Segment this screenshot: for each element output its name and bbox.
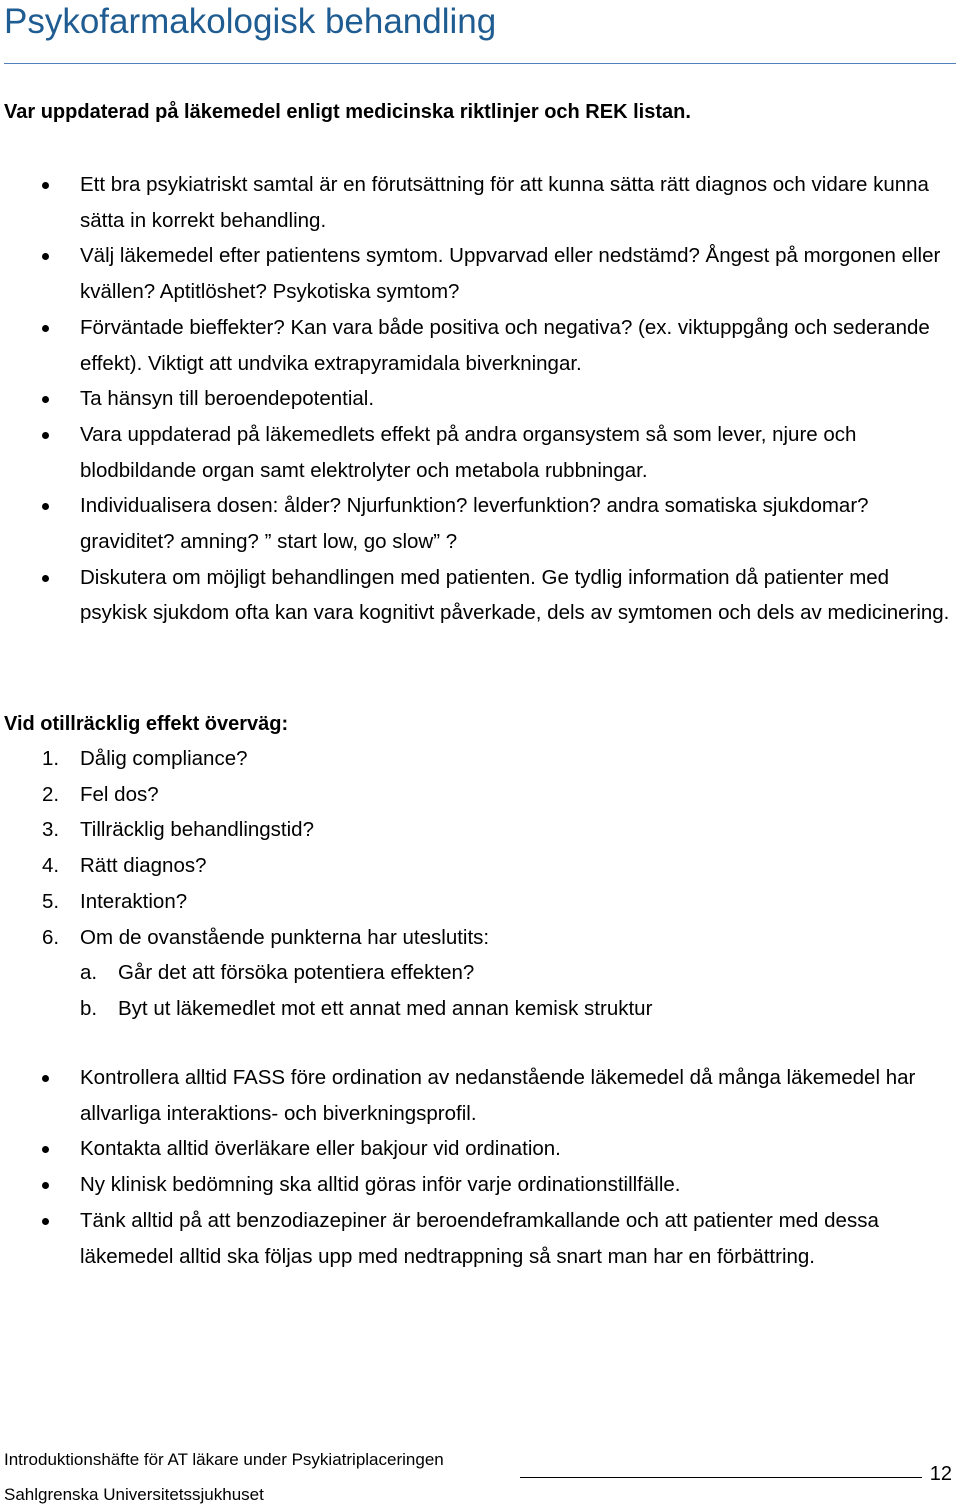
list-item-text: Ta hänsyn till beroendepotential.	[80, 387, 375, 411]
numbered-item	[0, 848, 960, 884]
item-letter: b.	[80, 996, 98, 1020]
intro-statement: Var uppdaterad på läkemedel enligt medicinska riktlinjer och REK listan.	[4, 101, 691, 123]
list-item-text: Ett bra psykiatriskt samtal är en förutsättning för att kunna sätta rätt diagnos och vidare kunna sätta in korrekt behandling.	[80, 173, 929, 232]
list-item-text: Individualisera dosen: ålder? Njurfunktion? leverfunktion? andra somatiska sjukdomar? graviditet? amning? ” start low, go slow” ?	[80, 494, 869, 554]
list-item	[0, 238, 960, 309]
page-number: 12	[929, 1463, 952, 1485]
numbered-item	[0, 920, 960, 956]
sub-numbered-list	[0, 955, 960, 1026]
list-item-text: Tänk alltid på att benzodiazepiner är beroendeframkallande och att patienter med dessa läkemedel alltid ska följas upp med nedtrappning så snart man har en förbättring.	[80, 1208, 879, 1268]
item-letter: a.	[80, 961, 98, 984]
list-item	[0, 1131, 960, 1167]
bullet-icon	[42, 1075, 49, 1082]
list-item	[0, 417, 960, 488]
title-underline	[4, 63, 956, 64]
bullet-icon	[42, 182, 49, 189]
list-item-text: Ny klinisk bedömning ska alltid göras inför varje ordinationstillfälle.	[80, 1173, 681, 1197]
item-text: Dålig compliance?	[80, 747, 248, 770]
item-text: Interaktion?	[80, 889, 188, 913]
footer-document-title: Introduktionshäfte för AT läkare under Psykiatriplaceringen	[4, 1450, 444, 1469]
list-item-text: Välj läkemedel efter patientens symtom. Uppvarvad eller nedstämd? Ångest på morgonen eller kvällen? Aptitlöshet? Psykotiska symtom?	[80, 244, 941, 304]
item-number: 4.	[42, 854, 60, 878]
item-text: Går det att försöka potentiera effekten?	[118, 961, 475, 984]
list-item-text: Kontrollera alltid FASS före ordination av nedanstående läkemedel då många läkemedel har allvarliga interaktions- och biverkningsprofil.	[80, 1066, 916, 1125]
footer-institution: Sahlgrenska Universitetssjukhuset	[4, 1485, 264, 1504]
numbered-list	[0, 741, 960, 955]
sub-numbered-item	[0, 955, 960, 991]
item-text: Byt ut läkemedlet mot ett annat med annan kemisk struktur	[118, 996, 653, 1020]
list-item-text: Vara uppdaterad på läkemedlets effekt på andra organsystem så som lever, njure och blodbildande organ samt elektrolyter och metabola rubbningar.	[80, 422, 857, 482]
item-number: 6.	[42, 925, 60, 949]
footer-divider	[520, 1477, 922, 1478]
list-item-text: Förväntade bieffekter? Kan vara både positiva och negativa? (ex. viktuppgång och sederande effekt). Viktigt att undvika extrapyramidala biverkningar.	[80, 315, 930, 375]
item-text: Tillräcklig behandlingstid?	[80, 818, 314, 842]
item-text: Om de ovanstående punkterna har uteslutits:	[80, 925, 490, 949]
list-item	[0, 488, 960, 559]
list-item	[0, 167, 960, 238]
sub-numbered-item	[0, 991, 960, 1027]
bullet-icon	[42, 396, 49, 403]
bullet-icon	[42, 1146, 49, 1153]
bullet-icon	[42, 1218, 49, 1225]
list-item	[0, 1167, 960, 1203]
section-heading: Vid otillräcklig effekt överväg:	[4, 713, 289, 735]
list-item	[0, 1203, 960, 1274]
list-item-text: Kontakta alltid överläkare eller bakjour vid ordination.	[80, 1137, 561, 1161]
item-number: 1.	[42, 747, 60, 770]
list-item-text: Diskutera om möjligt behandlingen med patienten. Ge tydlig information då patienter med psykisk sjukdom ofta kan vara kognitivt påverkade, dels av symtomen och dels av medicinering.	[80, 565, 950, 625]
list-item	[0, 560, 960, 631]
bullet-icon	[42, 432, 49, 439]
item-number: 3.	[42, 818, 60, 842]
numbered-item	[0, 812, 960, 848]
bullet-icon	[42, 575, 49, 582]
bullet-icon	[42, 1182, 49, 1189]
item-text: Rätt diagnos?	[80, 854, 207, 878]
numbered-item	[0, 777, 960, 813]
numbered-item	[0, 884, 960, 920]
list-item	[0, 310, 960, 381]
item-text: Fel dos?	[80, 782, 159, 806]
bullet-list-considerations	[0, 167, 960, 631]
item-number: 2.	[42, 782, 60, 806]
bullet-icon	[42, 503, 49, 510]
numbered-item	[0, 741, 960, 777]
bullet-icon	[42, 253, 49, 260]
page-title: Psykofarmakologisk behandling	[4, 2, 497, 41]
bullet-list-prescribing	[0, 1060, 960, 1274]
list-item	[0, 1060, 960, 1131]
item-number: 5.	[42, 889, 60, 913]
list-item	[0, 381, 960, 417]
bullet-icon	[42, 325, 49, 332]
